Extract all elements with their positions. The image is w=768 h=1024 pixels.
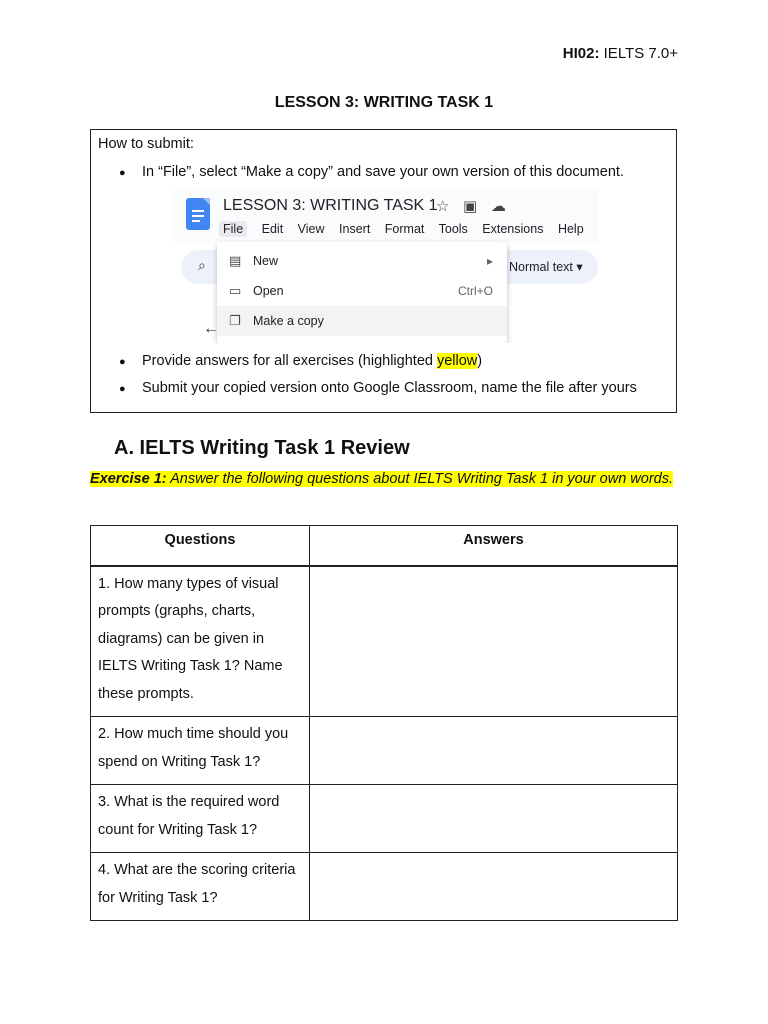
style-dropdown-label: Normal text xyxy=(509,260,573,274)
submenu-arrow-icon: ▸ xyxy=(486,254,493,268)
bullet-text-part: ) xyxy=(477,353,483,369)
exercise-highlight xyxy=(90,471,673,487)
menu-extensions: Extensions xyxy=(482,222,544,236)
menu-edit: Edit xyxy=(261,222,284,236)
back-arrow-icon: ← xyxy=(203,320,219,337)
bullet-text: In “File”, select “Make a copy” and save your own version of this document. xyxy=(142,164,624,180)
table-row xyxy=(91,717,678,785)
embedded-screenshot xyxy=(171,190,598,343)
question-cell: 3. What is the required word count for Writing Task 1? xyxy=(91,785,310,853)
file-menu-dropdown xyxy=(217,242,507,343)
question-cell: 4. What are the scoring criteria for Writing Task 1? xyxy=(91,853,310,921)
course-code xyxy=(563,45,678,62)
docs-icon xyxy=(186,198,210,230)
file-menu-open xyxy=(217,276,507,306)
course-code-value: IELTS 7.0+ xyxy=(603,45,678,62)
copy-icon: ❐ xyxy=(229,313,241,328)
table-row xyxy=(91,566,678,717)
answer-cell[interactable] xyxy=(310,785,678,853)
table-header-row xyxy=(91,526,678,566)
section-heading: A. IELTS Writing Task 1 Review xyxy=(114,437,410,459)
submit-label: How to submit: xyxy=(98,136,194,152)
file-menu-new xyxy=(217,246,507,276)
docs-title: LESSON 3: WRITING TASK 1 xyxy=(223,197,438,214)
question-cell: 2. How much time should you spend on Writing Task 1? xyxy=(91,717,310,785)
new-doc-icon: ▤ xyxy=(229,253,242,268)
qa-table xyxy=(90,525,678,921)
style-dropdown: Normal text ▾ xyxy=(509,260,583,274)
move-folder-icon: ▣ xyxy=(463,198,478,215)
course-code-label: HI02: xyxy=(562,45,600,62)
file-menu-new-label: New xyxy=(253,254,279,268)
file-menu-open-label: Open xyxy=(253,284,284,298)
bullet-text xyxy=(142,353,482,369)
docs-menubar xyxy=(223,222,595,236)
table-row xyxy=(91,785,678,853)
file-menu-open-shortcut: Ctrl+O xyxy=(457,284,493,298)
menu-help: Help xyxy=(557,222,584,236)
bullet-text: Submit your copied version onto Google Classroom, name the file after yours xyxy=(142,380,637,396)
search-icon: ⌕ xyxy=(198,257,206,273)
cloud-status-icon: ☁ xyxy=(491,198,506,215)
star-icon: ☆ xyxy=(436,198,450,215)
table-row xyxy=(91,853,678,921)
file-menu-make-copy xyxy=(217,306,507,336)
header-questions: Questions xyxy=(91,526,310,566)
menu-insert: Insert xyxy=(339,222,371,236)
exercise-instructions xyxy=(90,465,680,493)
file-menu-make-copy-label: Make a copy xyxy=(253,314,324,328)
page-title: LESSON 3: WRITING TASK 1 xyxy=(274,94,494,111)
menu-file: File xyxy=(219,221,247,237)
highlighted-word: yellow xyxy=(436,353,478,369)
menu-view: View xyxy=(297,222,325,236)
exercise-text: Answer the following questions about IELTS Writing Task 1 in your own words. xyxy=(166,471,673,487)
answer-cell[interactable] xyxy=(310,717,678,785)
answer-cell[interactable] xyxy=(310,853,678,921)
submit-instructions-box xyxy=(90,129,677,413)
folder-icon: ▭ xyxy=(229,283,242,298)
bullet-text-part: Provide answers for all exercises (highlighted xyxy=(142,353,437,369)
header-answers: Answers xyxy=(310,526,678,566)
answer-cell[interactable] xyxy=(310,566,678,717)
exercise-label: Exercise 1: xyxy=(90,471,167,487)
menu-format: Format xyxy=(384,222,425,236)
menu-tools: Tools xyxy=(438,222,468,236)
question-cell: 1. How many types of visual prompts (graphs, charts, diagrams) can be given in IELTS Writing Task 1? Name these prompts. xyxy=(91,566,310,717)
